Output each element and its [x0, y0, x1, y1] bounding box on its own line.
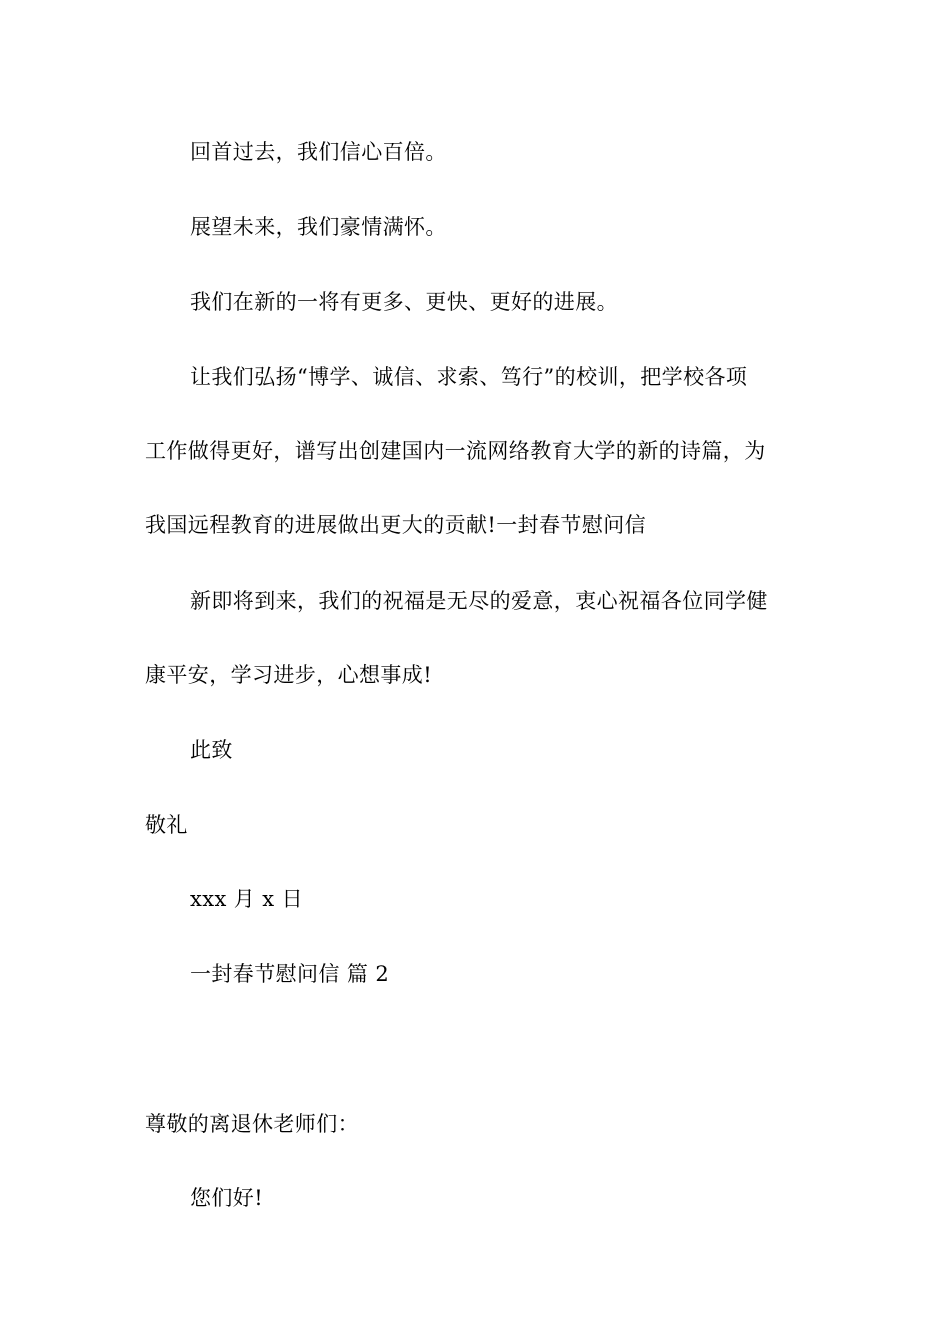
section-title-part-2: 一封春节慰问信 篇 2 [190, 962, 390, 986]
paragraph-look-ahead: 展望未来，我们豪情满怀。 [190, 215, 447, 239]
date-line: xxx 月 x 日 [190, 887, 303, 911]
paragraph-look-back: 回首过去，我们信心百倍。 [190, 140, 447, 164]
paragraph-blessing-line-2: 康平安，学习进步，心想事成! [145, 663, 433, 687]
closing-jingli: 敬礼 [145, 813, 188, 837]
paragraph-motto-line-3: 我国远程教育的进展做出更大的贡献!一封春节慰问信 [145, 513, 647, 537]
closing-cizhi: 此致 [190, 738, 233, 762]
paragraph-motto-line-2: 工作做得更好，谱写出创建国内一流网络教育大学的新的诗篇，为 [145, 439, 766, 463]
greeting: 您们好! [190, 1186, 264, 1210]
salutation: 尊敬的离退休老师们： [145, 1112, 359, 1136]
paragraph-motto-line-1: 让我们弘扬“博学、诚信、求索、笃行”的校训，把学校各项 [190, 365, 748, 389]
paragraph-progress: 我们在新的一将有更多、更快、更好的进展。 [190, 290, 618, 314]
paragraph-blessing-line-1: 新即将到来，我们的祝福是无尽的爱意，衷心祝福各位同学健 [190, 589, 768, 613]
